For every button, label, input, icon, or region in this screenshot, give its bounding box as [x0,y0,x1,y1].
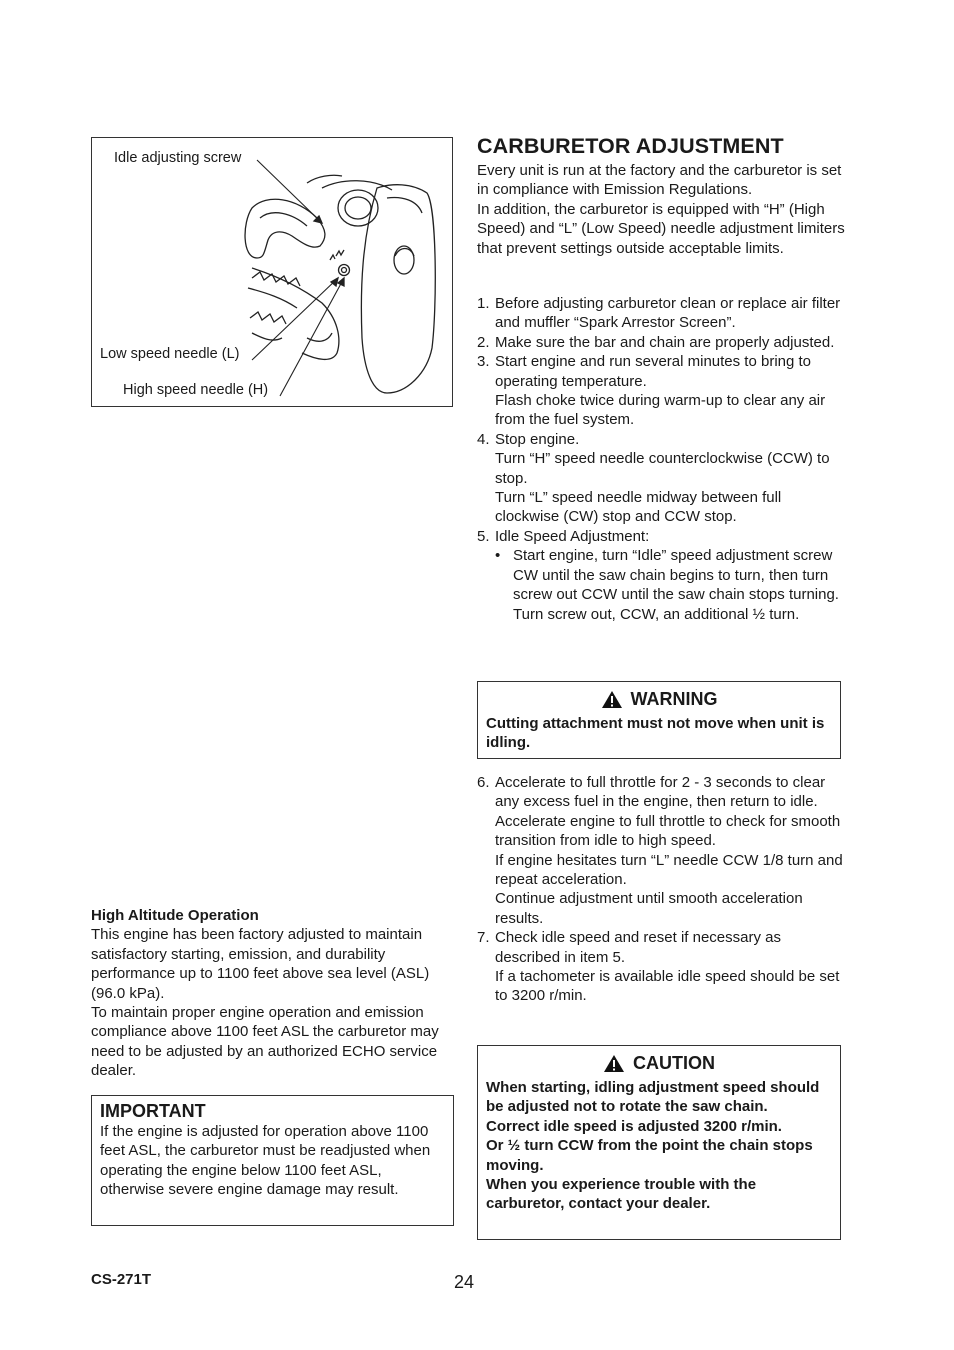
step-number: 7. [477,929,490,947]
step-line: Check idle speed and reset if necessary as described in item 5. [495,929,781,966]
step-number: 1. [477,295,490,312]
step-line: Before adjusting carburetor clean or replace air filter and muffler “Spark Arrestor Screen”. [495,295,841,332]
list-item [477,352,849,430]
step-number: 6. [477,774,490,791]
list-item [477,333,849,352]
high-altitude-paragraph-1: This engine has been factory adjusted to maintain satisfactory starting, emission, and durability performance up to 1100 feet above sea level (ASL) (96.0 kPa). [91,926,430,1002]
step-line: Flash choke twice during warm-up to clear any air from the fuel system. [495,392,826,429]
list-item [477,928,849,1006]
important-notice [91,1095,454,1226]
page-number: 24 [454,1272,475,1292]
step-line: Turn “H” speed needle counterclockwise (CCW) to stop. [495,450,830,487]
high-altitude-heading: High Altitude Operation [91,907,259,924]
list-item [477,294,849,333]
list-item [477,430,849,527]
warning-triangle-icon [603,1054,625,1073]
warning-triangle-icon [601,690,623,709]
low-speed-needle-label: Low speed needle (L) [100,346,240,362]
step-number: 3. [477,353,490,371]
caution-title: CAUTION [633,1053,715,1073]
bullet-line: Turn screw out, CCW, an additional ½ turn. [513,605,800,623]
high-altitude-paragraph-2: To maintain proper engine operation and emission compliance above 1100 feet ASL the carburetor may need to be adjusted by an authorized ECHO service dealer. [91,1004,439,1080]
high-speed-needle-label: High speed needle (H) [123,382,269,398]
step-number: 4. [477,430,490,448]
model-label: CS-271T [91,1271,152,1288]
step-line: Start engine and run several minutes to bring to operating temperature. [495,353,812,390]
caution-line: Or ½ turn CCW from the point the chain stops moving. [486,1137,813,1174]
list-item [477,527,849,624]
bullet-item [495,546,849,624]
step-line: Turn “L” speed needle midway between full clockwise (CW) stop and CCW stop. [495,489,782,526]
step-line: Idle Speed Adjustment: [495,527,650,545]
caution-notice [477,1045,841,1240]
carburetor-figure [91,137,453,407]
caution-line: Correct idle speed is adjusted 3200 r/min. [486,1117,782,1135]
step-line: Make sure the bar and chain are properly adjusted. [495,333,835,351]
idle-screw-label: Idle adjusting screw [114,150,242,166]
step-line: Accelerate to full throttle for 2 - 3 seconds to clear any excess fuel in the engine, then return to idle. [495,774,826,811]
section-title: CARBURETOR ADJUSTMENT [477,134,784,158]
carburetor-illustration [92,138,454,408]
high-altitude-section [91,906,456,1081]
carburetor-intro [477,161,849,258]
caution-line: When starting, idling adjustment speed should be adjusted not to rotate the saw chain. [486,1079,820,1116]
important-body: If the engine is adjusted for operation above 1100 feet ASL, the carburetor must be readjusted when operating the engine below 1100 feet ASL, otherwise severe engine damage may result. [100,1123,431,1199]
step-number: 2. [477,333,490,351]
step-line: Accelerate engine to full throttle to check for smooth transition from idle to high speed. [495,812,841,850]
step-line: Stop engine. [495,430,580,448]
step-line: If a tachometer is available idle speed should be set to 3200 r/min. [495,968,840,1005]
step-line: Continue adjustment until smooth acceleration results. [495,890,803,927]
list-item [477,773,849,928]
step-number: 5. [477,527,490,545]
warning-notice [477,681,841,759]
steps-list-part-2 [477,773,849,1006]
warning-body: Cutting attachment must not move when unit is idling. [486,715,825,752]
steps-list-part-1 [477,294,849,624]
intro-paragraph-2: In addition, the carburetor is equipped with “H” (High Speed) and “L” (Low Speed) needle adjustment limiters that prevent settings outside acceptable limits. [477,200,845,257]
warning-title: WARNING [630,689,718,709]
intro-paragraph-1: Every unit is run at the factory and the carburetor is set in compliance with Emission Regulations. [477,162,842,199]
important-title: IMPORTANT [100,1101,206,1121]
caution-line: When you experience trouble with the carburetor, contact your dealer. [486,1176,757,1213]
step-line: If engine hesitates turn “L” needle CCW 1/8 turn and repeat acceleration. [495,851,843,889]
bullet-line: Start engine, turn “Idle” speed adjustment screw CW until the saw chain begins to turn, then turn screw out CCW until the saw chain stops turning. [513,547,839,604]
bullet-mark: • [495,547,501,565]
